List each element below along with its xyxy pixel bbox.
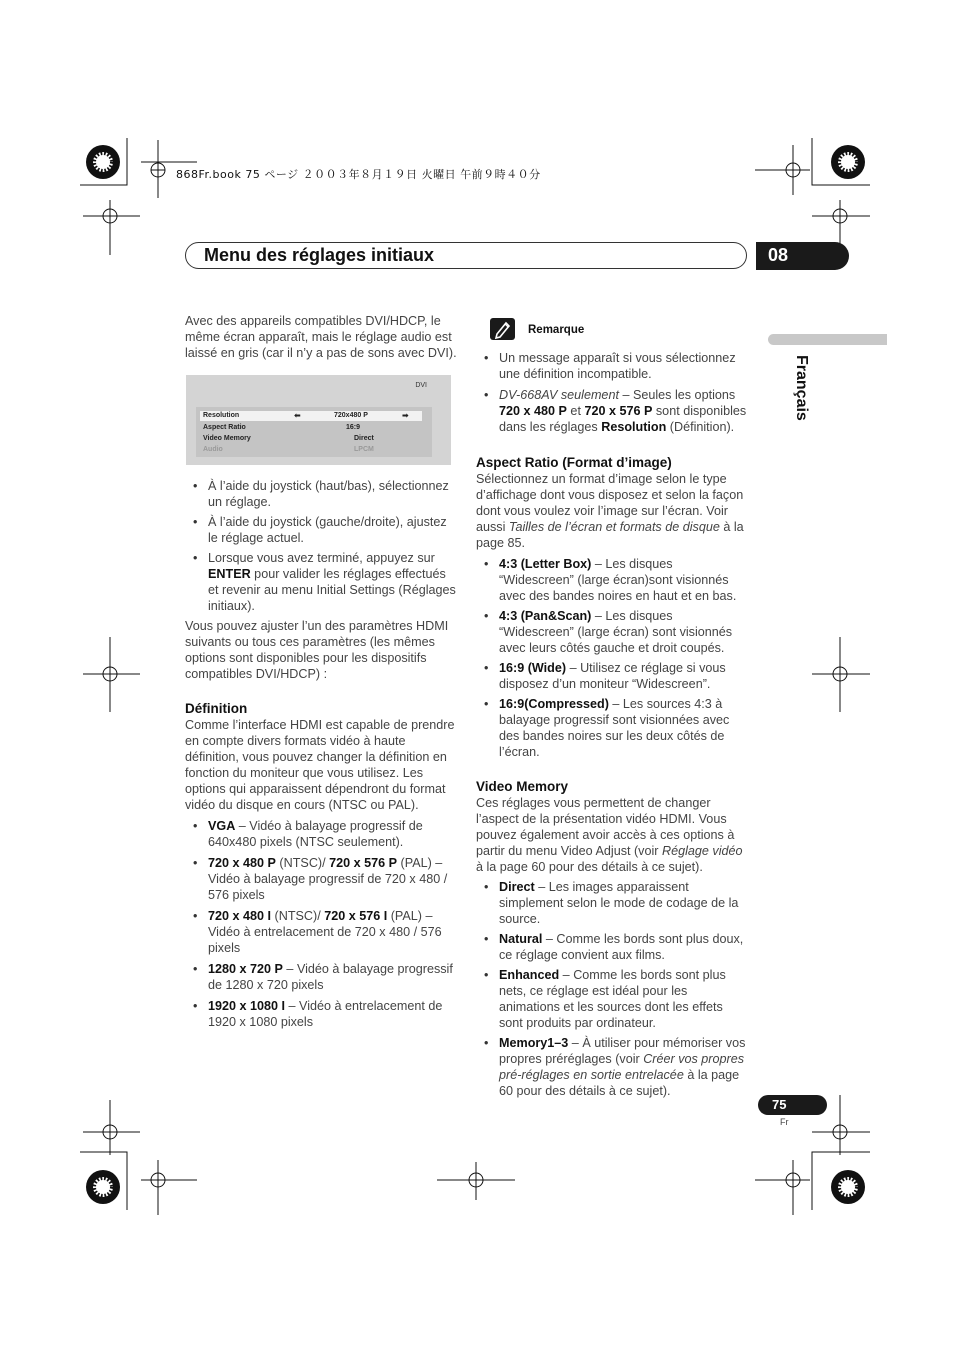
definition-heading: Définition (185, 701, 248, 716)
title-bar (185, 242, 747, 269)
list-item: • Memory1–3 – À utiliser pour mémoriser vos propres préréglages (voir Créer vos propres pré-réglages en sortie entrelacée à la page 60 pour des détails à ce sujet). (476, 1035, 748, 1099)
aspect-paragraph: Sélectionnez un format d’image selon le type d’affichage dont vous disposez et selon la façon dont vous voulez voir l’image sur l’écran. Voir aussi Tailles de l’écran et formats de disque à la page 85. (476, 472, 744, 550)
settings-row-resolution: Resolution ⬅ 720x480 P ➡ (200, 411, 422, 421)
list-item: • 720 x 480 P (NTSC)/ 720 x 576 P (PAL) – Vidéo à balayage progressif de 720 x 480 / 576 pixels (185, 855, 457, 903)
left-column-body (185, 478, 457, 1030)
list-item: • 1920 x 1080 I – Vidéo à entrelacement de 1920 x 1080 pixels (185, 998, 457, 1030)
list-item: • 4:3 (Letter Box) – Les disques “Widescreen” (large écran)sont visionnés avec des bandes noires en haut et en bas. (476, 556, 748, 604)
list-item: • Natural – Comme les bords sont plus doux, ce réglage convient aux films. (476, 931, 748, 963)
arrow-left-icon: ⬅ (294, 411, 301, 420)
chapter-badge: 08 (756, 242, 849, 270)
language-tab (768, 334, 887, 345)
list-item: • DV-668AV seulement – Seules les options 720 x 480 P et 720 x 576 P sont disponibles dans les réglages Resolution (Définition). (476, 387, 748, 435)
list-item: • VGA – Vidéo à balayage progressif de 640x480 pixels (NTSC seulement). (185, 818, 457, 850)
registration-star-icon (86, 145, 120, 179)
left-column (185, 313, 457, 361)
list-item: • 720 x 480 I (NTSC)/ 720 x 576 I (PAL) – Vidéo à entrelacement de 720 x 480 / 576 pixels (185, 908, 457, 956)
list-item: • À l’aide du joystick (haut/bas), sélectionnez un réglage. (185, 478, 457, 510)
list-item: • Lorsque vous avez terminé, appuyez sur ENTER pour valider les réglages effectués et revenir au menu Initial Settings (Réglages initiaux). (185, 550, 457, 614)
settings-row-audio: Audio LPCM (203, 446, 374, 453)
video-memory-heading: Video Memory (476, 779, 569, 794)
list-item: • 16:9 (Wide) – Utilisez ce réglage si vous disposez d’un moniteur “Widescreen”. (476, 660, 748, 692)
list-item: • 4:3 (Pan&Scan) – Les disques “Widescreen” (large écran) sont visionnés avec leurs côtés gauche et droit coupés. (476, 608, 748, 656)
page-language: Fr (780, 1117, 789, 1127)
definition-paragraph: Comme l’interface HDMI est capable de prendre en compte divers formats vidéo à haute définition, vous pouvez changer la définition en fonction du moniteur que vous utilisez. Les options qui apparaissent dépendront du format vidéo du disque en cours (NTSC ou PAL). (185, 718, 455, 812)
page-title: Menu des réglages initiaux (204, 245, 435, 265)
list-item: • Un message apparaît si vous sélectionnez une définition incompatible. (476, 350, 748, 382)
list-item: • Enhanced – Comme les bords sont plus nets, ce réglage est idéal pour les animations et les sources dont les effets sont produits par ordinateur. (476, 967, 748, 1031)
intro-paragraph: Avec des appareils compatibles DVI/HDCP, le même écran apparaît, mais le réglage audio est laissé en gris (car il n’y a pas de sons avec DVI). (185, 314, 457, 360)
settings-row-aspect: Aspect Ratio 16:9 (203, 424, 361, 431)
registration-star-icon (831, 145, 865, 179)
list-item: • 16:9(Compressed) – Les sources 4:3 à balayage progressif sont visionnées avec des bandes noires sur les deux côtés de l’écran. (476, 696, 748, 760)
list-item: • À l’aide du joystick (gauche/droite), ajustez le réglage actuel. (185, 514, 457, 546)
page-number: 75 (758, 1095, 827, 1115)
settings-screen (186, 375, 451, 465)
registration-star-icon (831, 1170, 865, 1204)
language-label: Français (793, 355, 810, 421)
note-pencil-icon (490, 318, 515, 340)
hdmi-paragraph: Vous pouvez ajuster l’un des paramètres HDMI suivants ou tous ces paramètres (les mêmes options sont disponibles pour les dispositifs compatibles DVI/HDCP) : (185, 619, 449, 681)
aspect-heading: Aspect Ratio (Format d’image) (476, 455, 672, 470)
print-header: 868Fr.book 75 ページ ２００３年８月１９日 火曜日 午前９時４０分 (176, 168, 541, 181)
settings-panel (196, 407, 432, 457)
list-item: • Direct – Les images apparaissent simplement selon le mode de codage de la source. (476, 879, 748, 927)
right-column (476, 350, 748, 1099)
dvi-tag: DVI (415, 382, 427, 389)
registration-star-icon (86, 1170, 120, 1204)
settings-row-video-memory: Video Memory Direct (203, 435, 374, 442)
list-item: • 1280 x 720 P – Vidéo à balayage progressif de 1280 x 720 pixels (185, 961, 457, 993)
note-title: Remarque (528, 324, 585, 336)
arrow-right-icon: ➡ (402, 411, 409, 420)
video-memory-paragraph: Ces réglages vous permettent de changer l’aspect de la présentation vidéo HDMI. Vous pouvez également avoir accès à ces options à partir du menu Video Adjust (voir Réglage vidéo à la page 60 pour des détails à ce sujet). (476, 796, 743, 874)
